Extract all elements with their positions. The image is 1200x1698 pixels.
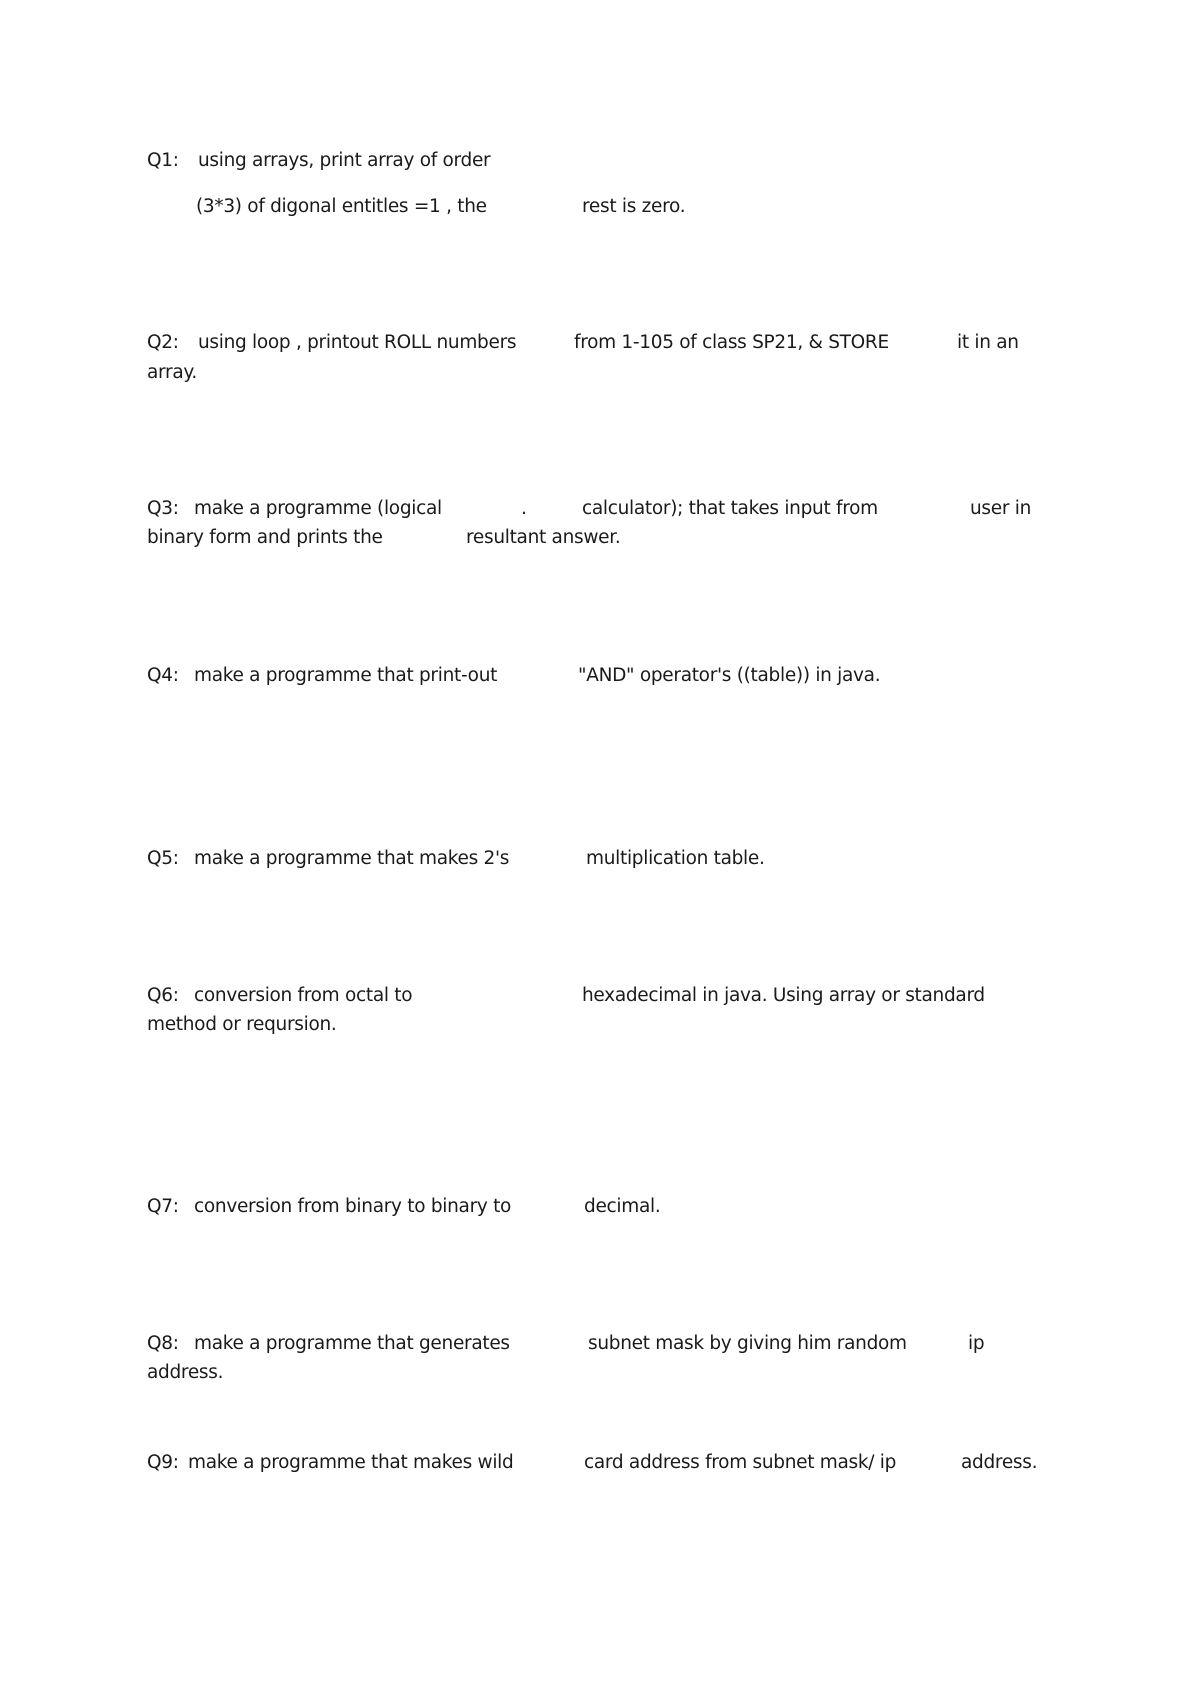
question-8-text-1a: make a programme that generates	[194, 1333, 510, 1354]
question-5-text-1b: multiplication table.	[586, 848, 765, 869]
question-2-text-1c: it in an	[957, 332, 1019, 353]
question-7-text-1a: conversion from binary to binary to	[194, 1196, 512, 1217]
question-3-text-2b: resultant answer.	[466, 527, 621, 548]
question-8-label: Q8:	[147, 1333, 179, 1354]
question-9-text-1b: card address from subnet mask/ ip	[584, 1452, 897, 1473]
question-5-text-1a: make a programme that makes 2's	[194, 848, 510, 869]
question-8-text-1c: ip	[968, 1333, 985, 1354]
question-2-text-2a: array.	[147, 362, 197, 383]
question-9-text-1c: address.	[961, 1452, 1038, 1473]
question-6-text-2a: method or reqursion.	[147, 1014, 337, 1035]
question-1-text-2a: (3*3) of digonal entitles =1 , the	[196, 196, 487, 217]
question-2-text-1b: from 1-105 of class SP21, & STORE	[574, 332, 889, 353]
question-6-label: Q6:	[147, 985, 179, 1006]
question-7-text-1b: decimal.	[584, 1196, 661, 1217]
question-9-text-1a: make a programme that makes wild	[188, 1452, 514, 1473]
question-9-label: Q9:	[147, 1452, 179, 1473]
question-6-text-1b: hexadecimal in java. Using array or standard	[582, 985, 985, 1006]
question-3-text-1b: .	[521, 498, 527, 519]
question-8-text-2a: address.	[147, 1362, 224, 1383]
question-8-text-1b: subnet mask by giving him random	[588, 1333, 907, 1354]
question-3-text-2a: binary form and prints the	[147, 527, 383, 548]
question-4-text-1a: make a programme that print-out	[194, 665, 498, 686]
question-5-label: Q5:	[147, 848, 179, 869]
question-2-text-1a: using loop , printout ROLL numbers	[198, 332, 517, 353]
question-4-label: Q4:	[147, 665, 179, 686]
question-2-label: Q2:	[147, 332, 179, 353]
question-1-text-2b: rest is zero.	[582, 196, 686, 217]
question-7-label: Q7:	[147, 1196, 179, 1217]
question-3-text-1a: make a programme (logical	[194, 498, 442, 519]
question-label: Q1:	[147, 150, 179, 171]
question-3-text-1d: user in	[970, 498, 1031, 519]
question-3-text-1c: calculator); that takes input from	[582, 498, 878, 519]
question-1-text: using arrays, print array of order	[198, 150, 491, 171]
question-6-text-1a: conversion from octal to	[194, 985, 413, 1006]
question-4-text-1b: "AND" operator's ((table)) in java.	[578, 665, 881, 686]
question-1-line-1	[147, 150, 179, 172]
question-3-label: Q3:	[147, 498, 179, 519]
